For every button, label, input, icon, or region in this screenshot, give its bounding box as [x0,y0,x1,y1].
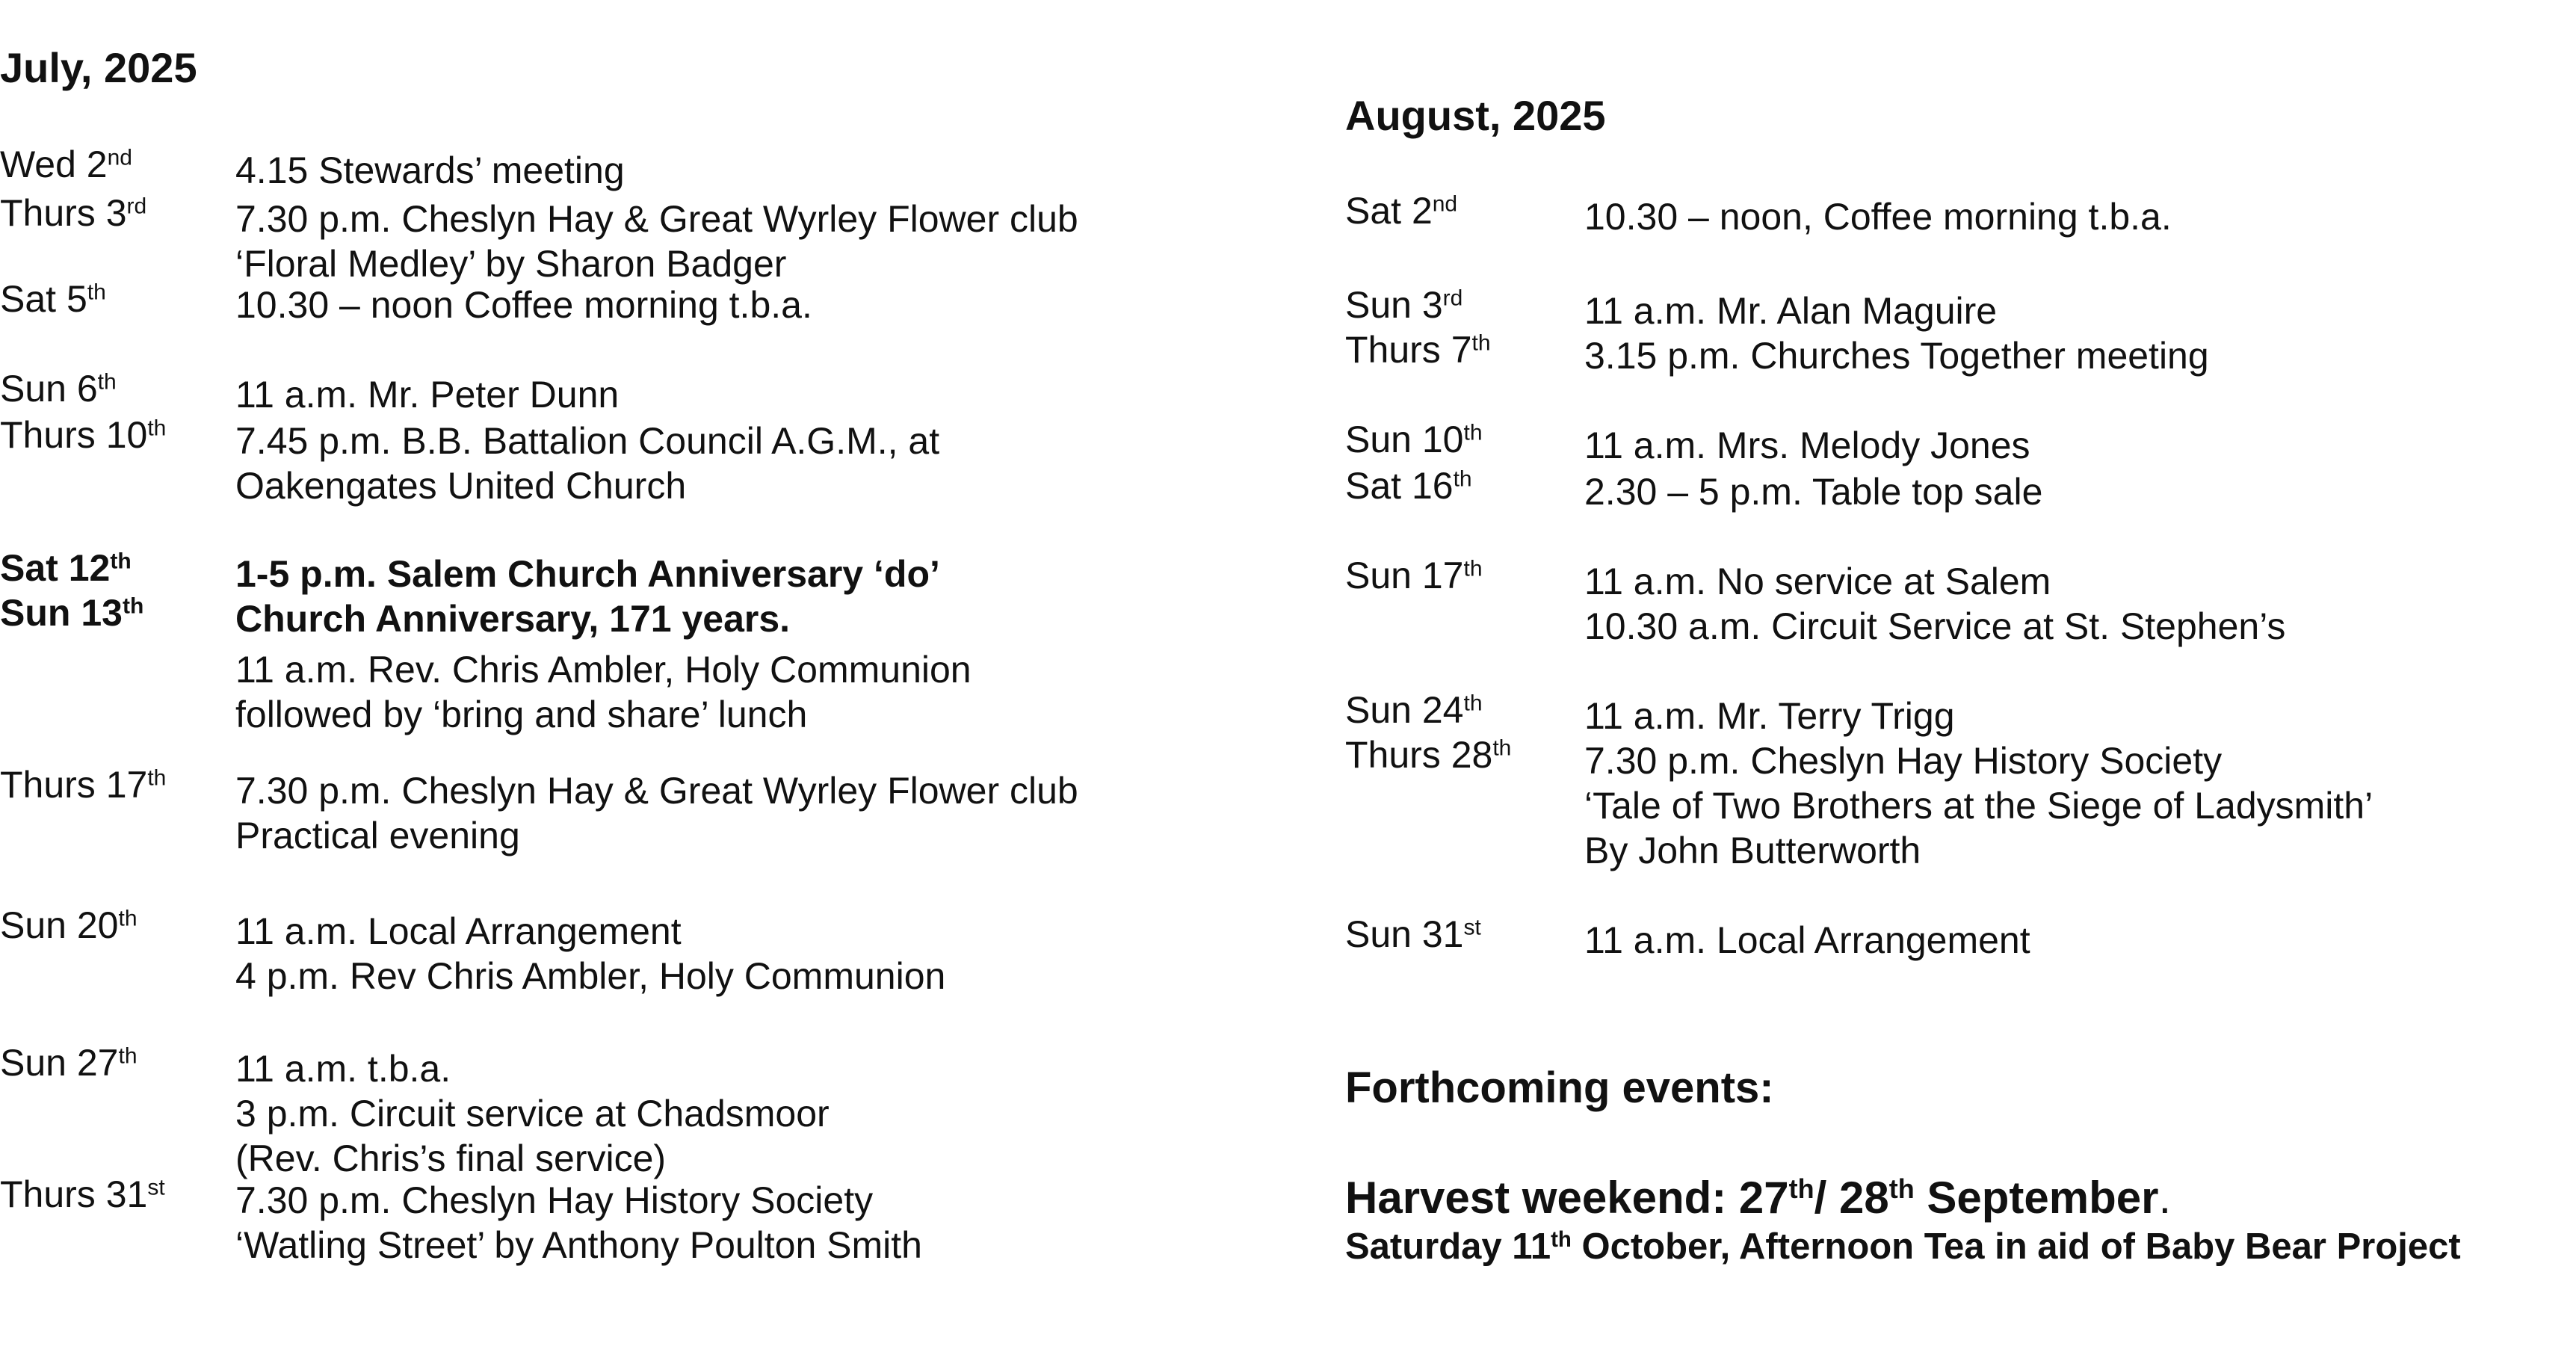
entry-line: 1-5 p.m. Salem Church Anniversary ‘do’ [235,553,940,595]
entry-line: Oakengates United Church [235,465,687,507]
july-heading: July, 2025 [0,44,197,91]
entry-details [235,647,972,737]
entry-date: Sat 16th [1345,465,1472,507]
entry-date: Sat 5th [0,278,106,320]
entry-date: Sun 3rd [1345,284,1463,326]
entry-details [1584,333,2209,378]
entry-date: Sat 12th [0,547,132,589]
entry-line: 7.30 p.m. Cheslyn Hay & Great Wyrley Flower club [235,198,1078,240]
entry-details [1584,694,1955,738]
entry-line: 11 a.m. Mr. Terry Trigg [1584,695,1955,737]
entry-line: 2.30 – 5 p.m. Table top sale [1584,471,2043,513]
entry-details [235,552,940,596]
entry-date: Thurs 28th [1345,734,1512,776]
entry-details [235,596,790,641]
entry-line: 7.30 p.m. Cheslyn Hay & Great Wyrley Flower club [235,770,1078,812]
entry-date: Thurs 31st [0,1173,165,1215]
entry-details [1584,194,2172,239]
afternoon-tea-event: Saturday 11th October, Afternoon Tea in aid of Baby Bear Project [1345,1226,2461,1267]
entry-date: Thurs 10th [0,414,167,456]
entry-date: Sun 27th [0,1042,138,1084]
entry-date: Thurs 7th [1345,329,1491,371]
entry-date: Sun 10th [1345,419,1483,460]
august-heading: August, 2025 [1345,92,1606,139]
entry-details [235,148,625,193]
harvest-weekend: Harvest weekend: 27th/ 28th September. [1345,1173,2172,1223]
entry-date: Wed 2nd [0,143,132,185]
entry-date: Thurs 3rd [0,192,147,234]
entry-date: Sun 31st [1345,913,1481,955]
entry-details [235,419,939,508]
entry-line: 3 p.m. Circuit service at Chadsmoor [235,1093,830,1135]
entry-details [235,768,1078,858]
entry-details [235,197,1078,286]
entry-date: Sun 13th [0,592,144,634]
entry-line: 10.30 – noon Coffee morning t.b.a. [235,284,812,326]
entry-date: Sun 20th [0,904,138,946]
entry-line: 10.30 – noon, Coffee morning t.b.a. [1584,196,2172,238]
entry-line: 11 a.m. Mr. Peter Dunn [235,374,620,416]
entry-line: Church Anniversary, 171 years. [235,598,791,640]
entry-line: ‘Floral Medley’ by Sharon Badger [235,243,787,285]
entry-details [235,909,945,998]
entry-date: Sun 17th [1345,555,1483,596]
entry-date: Thurs 17th [0,764,167,806]
entry-line: 4 p.m. Rev Chris Ambler, Holy Communion [235,955,946,997]
entry-details [1584,288,1997,333]
entry-line: By John Butterworth [1584,830,1921,871]
entry-details [1584,423,2030,468]
entry-line: ‘Watling Street’ by Anthony Poulton Smith [235,1224,922,1266]
entry-line: 11 a.m. Local Arrangement [1584,919,2030,961]
entry-details [1584,918,2030,963]
entry-line: 11 a.m. Rev. Chris Ambler, Holy Communion [235,649,972,691]
entry-details [1584,559,2285,649]
forthcoming-heading: Forthcoming events: [1345,1064,1774,1112]
entry-line: 3.15 p.m. Churches Together meeting [1584,335,2209,377]
entry-line: 4.15 Stewards’ meeting [235,149,625,191]
entry-line: 11 a.m. No service at Salem [1584,561,2051,602]
entry-line: 7.45 p.m. B.B. Battalion Council A.G.M., at [235,420,940,462]
entry-line: ‘Tale of Two Brothers at the Siege of Ladysmith’ [1584,785,2373,827]
entry-details [1584,738,2373,873]
entry-line: followed by ‘bring and share’ lunch [235,694,808,735]
entry-details [235,372,619,417]
entry-date: Sun 24th [1345,689,1483,731]
entry-line: 7.30 p.m. Cheslyn Hay History Society [1584,740,2223,782]
entry-details [235,1046,830,1181]
entry-details [235,283,812,327]
entry-line: 10.30 a.m. Circuit Service at St. Stephen’s [1584,605,2286,647]
entry-line: Practical evening [235,815,520,856]
entry-line: 11 a.m. Local Arrangement [235,910,682,952]
entry-details [1584,469,2042,514]
entry-details [235,1178,922,1268]
entry-line: (Rev. Chris’s final service) [235,1138,667,1179]
entry-date: Sat 2nd [1345,190,1458,232]
entry-date: Sun 6th [0,368,117,410]
entry-line: 11 a.m. t.b.a. [235,1048,451,1090]
entry-line: 11 a.m. Mrs. Melody Jones [1584,425,2030,466]
entry-line: 11 a.m. Mr. Alan Maguire [1584,290,1998,332]
entry-line: 7.30 p.m. Cheslyn Hay History Society [235,1179,874,1221]
